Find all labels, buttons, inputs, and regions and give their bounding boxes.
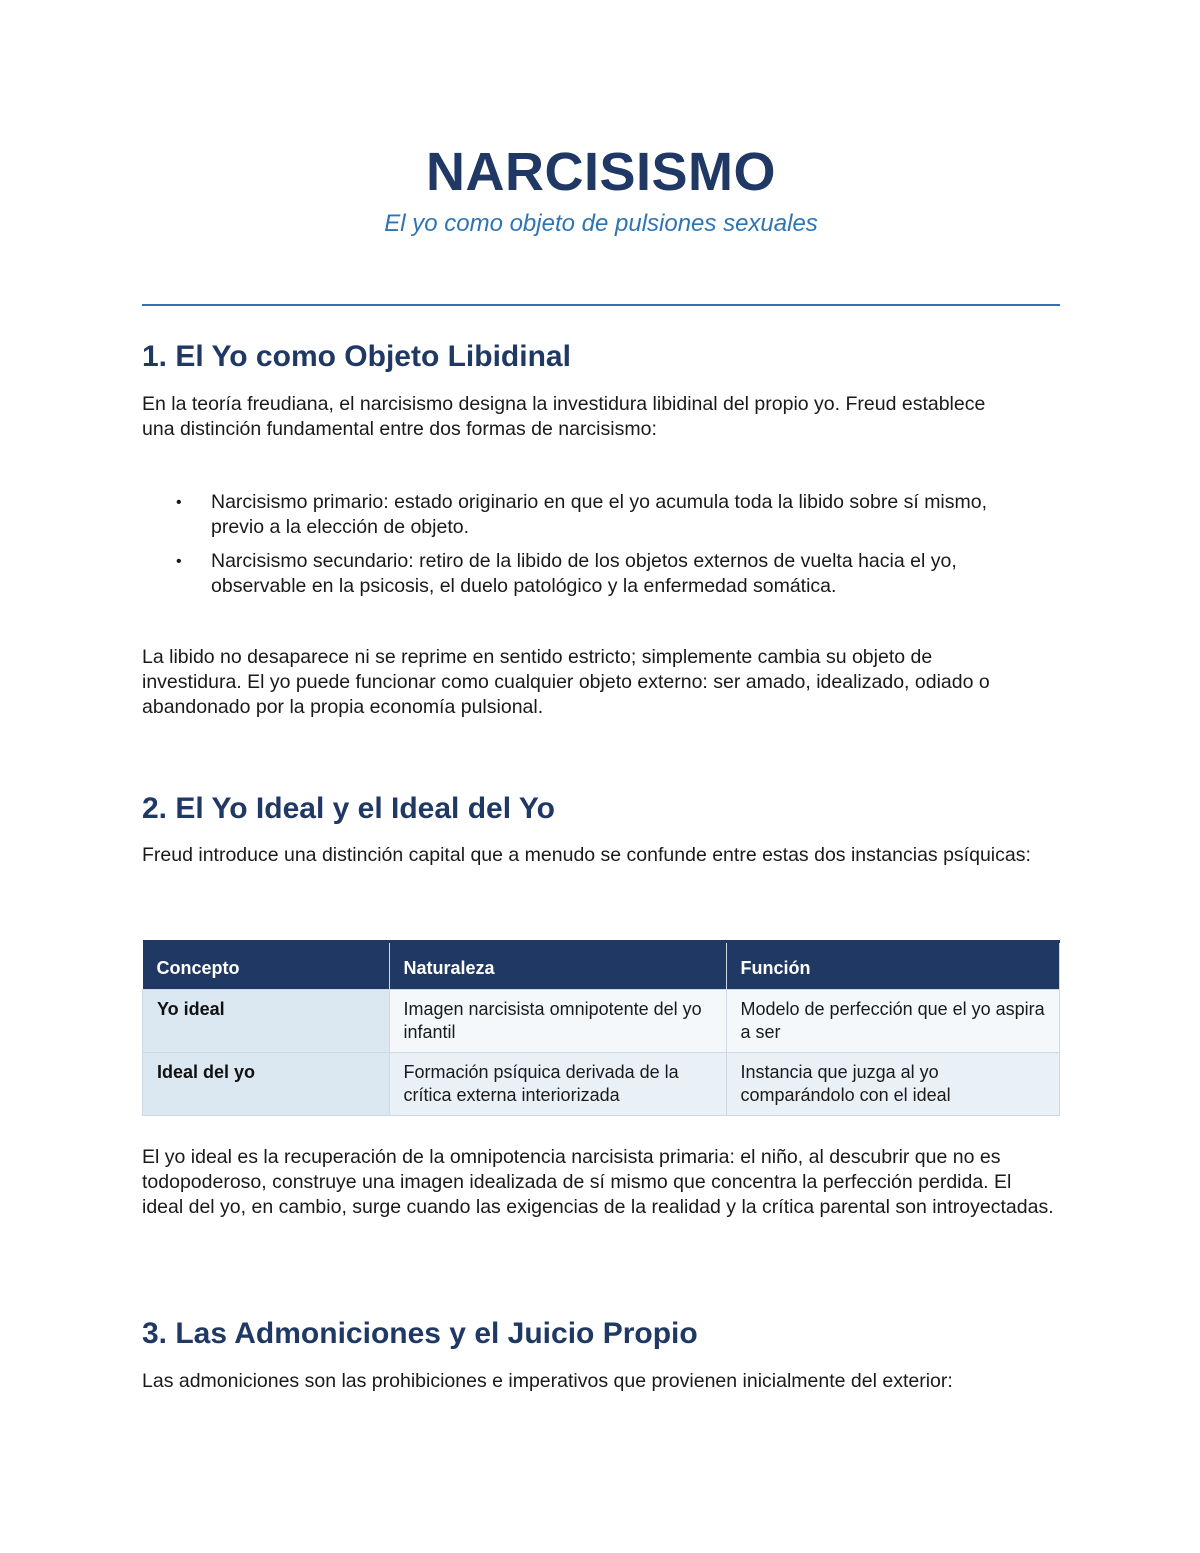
- column-header: Función: [726, 942, 1060, 990]
- column-header: Concepto: [143, 942, 390, 990]
- list-item-text: Narcisismo secundario: retiro de la libido de los objetos externos de vuelta hacia el yo, observable en la psicosis, el duelo patológico y la enfermedad somática.: [211, 550, 957, 597]
- bullet-icon: •: [176, 494, 182, 511]
- bullet-icon: •: [176, 553, 182, 570]
- table-cell: Yo ideal: [143, 990, 390, 1053]
- section-1-heading: 1. El Yo como Objeto Libidinal: [142, 340, 571, 373]
- table-row: [143, 990, 1060, 1053]
- list-item-text: Narcisismo primario: estado originario en que el yo acumula toda la libido sobre sí mismo, previo a la elección de objeto.: [211, 491, 988, 538]
- table-cell: Instancia que juzga al yo comparándolo con el ideal: [726, 1053, 1060, 1116]
- table-row: [143, 1053, 1060, 1116]
- section-1-closing: La libido no desaparece ni se reprime en sentido estricto; simplemente cambia su objeto de investidura. El yo puede funcionar como cualquier objeto externo: ser amado, idealizado, odiado o abandonado por la propia economía pulsional.: [142, 646, 990, 718]
- section-2-closing: El yo ideal es la recuperación de la omnipotencia narcisista primaria: el niño, al descubrir que no es todopoderoso, construye una imagen idealizada de sí mismo que concentra la perfección perdida. El ideal del yo, en cambio, surge cuando las exigencias de la realidad y la crítica parental son introyectadas.: [142, 1146, 1054, 1218]
- section-1-intro: En la teoría freudiana, el narcisismo designa la investidura libidinal del propio yo. Freud establece una distinción fundamental entre dos formas de narcisismo:: [142, 393, 986, 440]
- document-title: NARCISISMO: [425, 142, 776, 202]
- concepts-table: [142, 940, 1060, 1116]
- list-item: [142, 549, 1060, 599]
- table-cell: Modelo de perfección que el yo aspira a ser: [726, 990, 1060, 1053]
- section-2-intro: Freud introduce una distinción capital que a menudo se confunde entre estas dos instancias psíquicas:: [142, 844, 1031, 866]
- narcissism-types-list: [142, 490, 1060, 608]
- document-subtitle: El yo como objeto de pulsiones sexuales: [384, 210, 818, 237]
- table-cell: Imagen narcisista omnipotente del yo infantil: [389, 990, 726, 1053]
- table-cell: Formación psíquica derivada de la crítica externa interiorizada: [389, 1053, 726, 1116]
- table-cell: Ideal del yo: [143, 1053, 390, 1116]
- column-header: Naturaleza: [389, 942, 726, 990]
- title-divider: [142, 304, 1060, 306]
- section-2-heading: 2. El Yo Ideal y el Ideal del Yo: [142, 792, 555, 825]
- section-3-intro: Las admoniciones son las prohibiciones e imperativos que provienen inicialmente del exterior:: [142, 1370, 953, 1392]
- list-item: [142, 490, 1060, 540]
- table-header-row: [143, 942, 1060, 990]
- section-3-heading: 3. Las Admoniciones y el Juicio Propio: [142, 1317, 698, 1350]
